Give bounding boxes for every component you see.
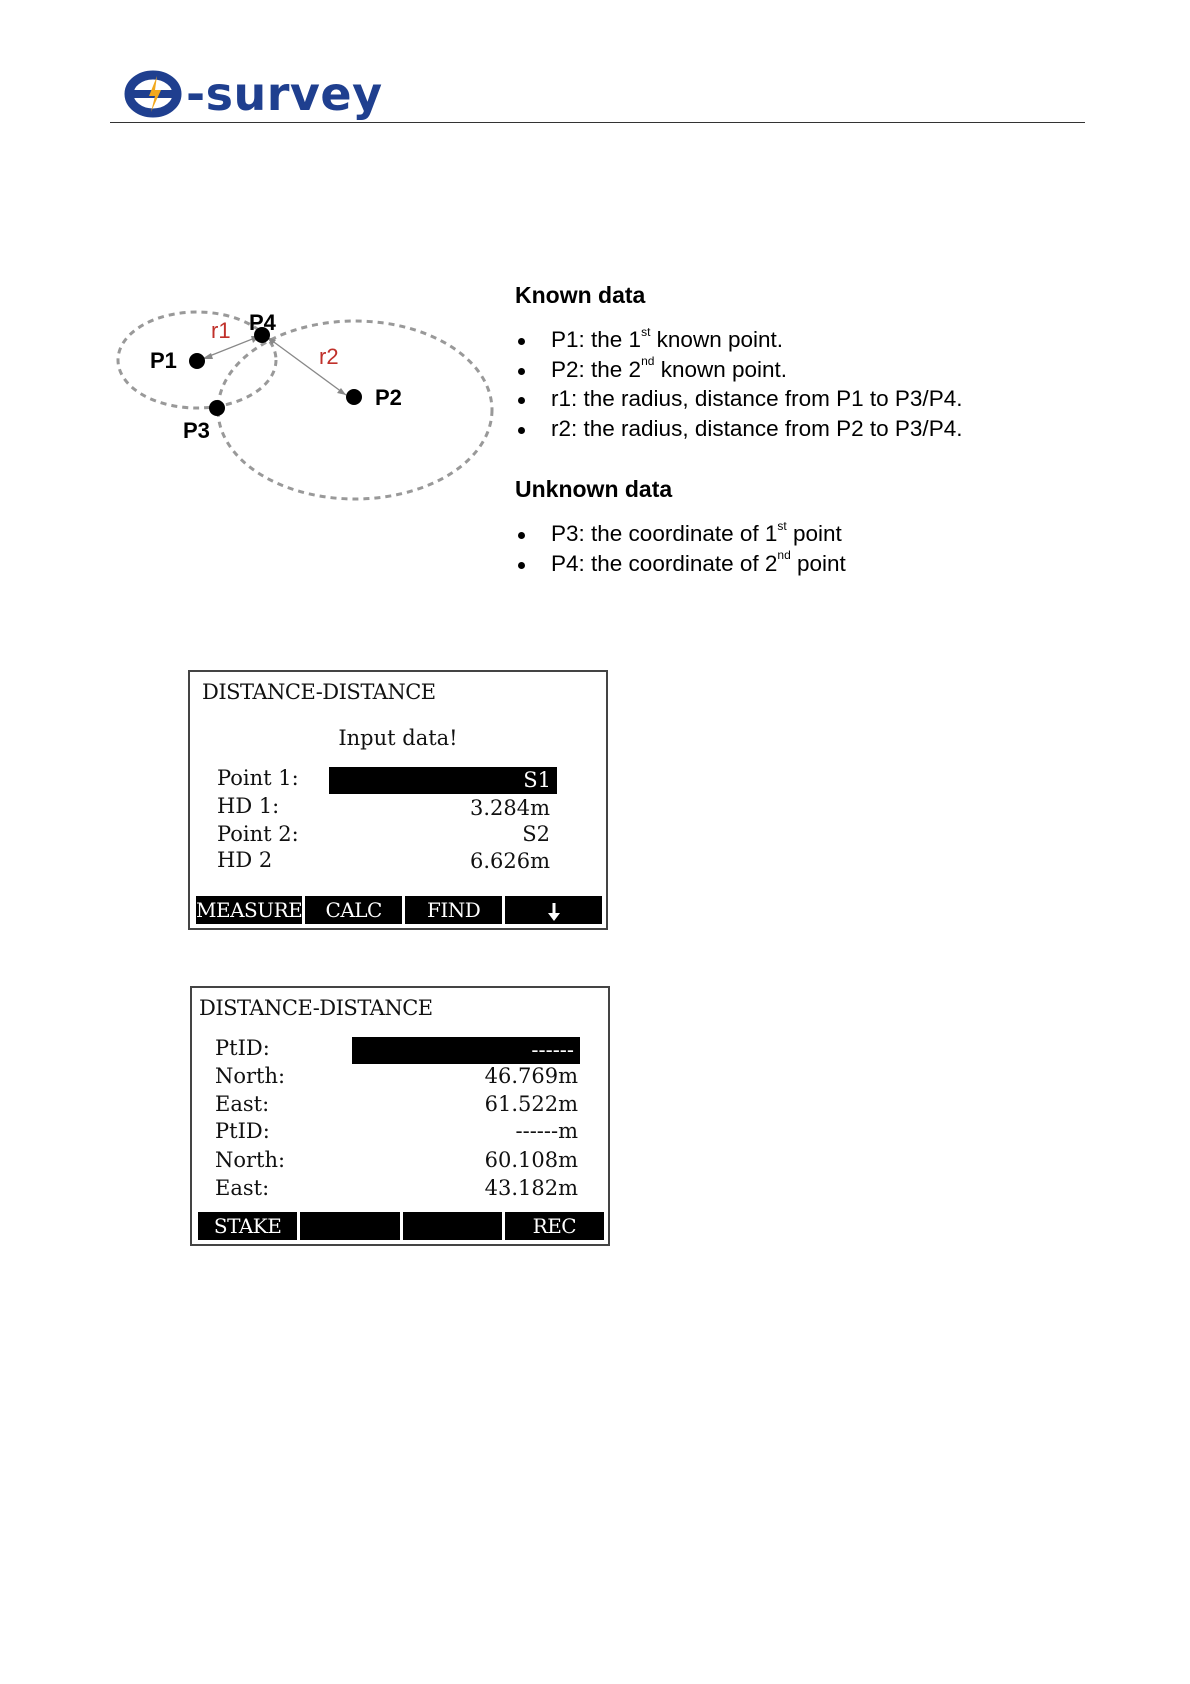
label-r2: r2	[319, 344, 339, 369]
screen-title: DISTANCE-DISTANCE	[199, 996, 433, 1020]
unknown-data-section	[515, 476, 1075, 578]
logo-brand-text: -survey	[186, 67, 383, 121]
softkey-bar	[196, 896, 602, 924]
unknown-item: P4: the coordinate of 2nd point	[515, 549, 1075, 579]
label-p1: P1	[150, 348, 177, 373]
point2-value[interactable]: S2	[522, 822, 550, 846]
label-p2: P2	[375, 385, 402, 410]
known-item: P1: the 1st known point.	[515, 325, 1075, 355]
hd2-value: 6.626m	[469, 849, 550, 873]
result-screen	[190, 986, 610, 1246]
input-message: Input data!	[338, 726, 458, 750]
row-label: East:	[215, 1176, 270, 1200]
hd1-value: 3.284m	[469, 796, 550, 820]
input-data-screen	[188, 670, 608, 930]
row-label: PtID:	[215, 1036, 270, 1060]
logo-globe-icon	[120, 66, 190, 122]
unknown-item: P3: the coordinate of 1st point	[515, 519, 1075, 549]
calc-softkey[interactable]: CALC	[305, 896, 402, 924]
ptid1-field[interactable]: ------	[352, 1037, 580, 1064]
stake-softkey[interactable]: STAKE	[198, 1212, 297, 1240]
row-label: PtID:	[215, 1119, 270, 1143]
row-label: North:	[215, 1064, 286, 1088]
row-label: North:	[215, 1148, 286, 1172]
row-label: HD 1:	[217, 794, 280, 818]
label-p4: P4	[249, 310, 276, 335]
down-arrow-icon	[546, 902, 562, 922]
row-label: HD 2	[217, 848, 273, 872]
known-data-title: Known data	[515, 282, 646, 308]
company-logo	[120, 64, 383, 124]
east2-value: 43.182m	[484, 1176, 578, 1200]
softkey-bar	[198, 1212, 604, 1240]
point-p1	[189, 353, 205, 369]
north2-value: 60.108m	[484, 1148, 578, 1172]
rec-softkey[interactable]: REC	[505, 1212, 604, 1240]
point-p2	[346, 389, 362, 405]
unknown-data-title: Unknown data	[515, 476, 673, 502]
measure-softkey[interactable]: MEASURE	[196, 898, 303, 922]
blank-softkey-2[interactable]	[300, 1212, 399, 1240]
point1-field[interactable]: S1	[329, 767, 557, 794]
point-p3	[209, 400, 225, 416]
row-label: Point 2:	[217, 822, 299, 846]
label-r1: r1	[211, 318, 231, 343]
screen-title: DISTANCE-DISTANCE	[202, 680, 436, 704]
north1-value: 46.769m	[484, 1064, 578, 1088]
distance-distance-diagram	[110, 310, 510, 530]
label-p3: P3	[183, 418, 210, 443]
known-data-section	[515, 282, 1075, 443]
row-label: East:	[215, 1092, 270, 1116]
known-item: P2: the 2nd known point.	[515, 355, 1075, 385]
circle-r2	[218, 321, 492, 499]
east1-value: 61.522m	[484, 1092, 578, 1116]
known-item: r1: the radius, distance from P1 to P3/P4.	[515, 384, 1075, 414]
row-label: Point 1:	[217, 766, 299, 790]
find-softkey[interactable]: FIND	[405, 896, 502, 924]
header-divider	[110, 122, 1085, 123]
blank-softkey-3[interactable]	[403, 1212, 502, 1240]
ptid2-value: ------m	[515, 1119, 578, 1143]
next-page-softkey[interactable]	[505, 896, 602, 924]
known-item: r2: the radius, distance from P2 to P3/P4.	[515, 414, 1075, 444]
